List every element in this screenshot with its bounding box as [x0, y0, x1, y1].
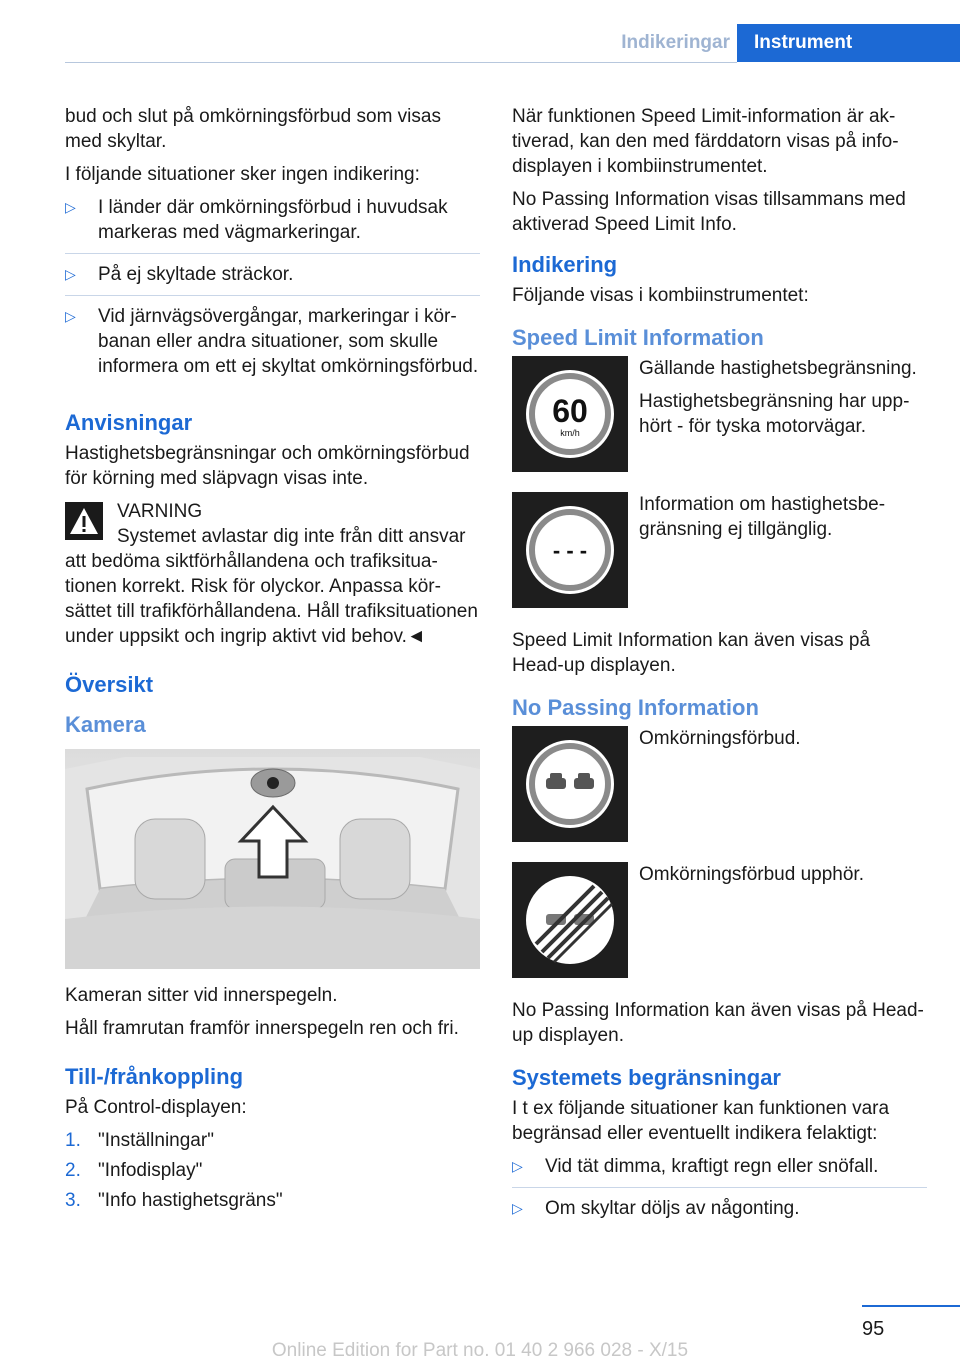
no-passing-description: Omkörningsförbud.	[639, 728, 801, 749]
control-display-text: På Control-displayen:	[65, 1097, 247, 1118]
no-passing-sign-icon	[512, 726, 628, 842]
right-column	[512, 104, 927, 1237]
sign-row-speed-limit	[512, 356, 927, 472]
anvisningar-heading: Anvisningar	[65, 410, 193, 435]
step-item: 2. "Infodisplay"	[65, 1160, 203, 1181]
no-indication-list	[65, 195, 480, 387]
list-item: ▷ Vid tät dimma, kraftigt regn eller snöfall.	[512, 1154, 927, 1188]
till-franskoppling-heading: Till-/frånkoppling	[65, 1064, 244, 1089]
oversikt-heading: Översikt	[65, 672, 154, 697]
kamera-heading: Kamera	[65, 712, 146, 737]
page-number: 95	[862, 1318, 885, 1340]
step-item: 1. "Inställningar"	[65, 1130, 214, 1151]
camera-location-text: Kameran sitter vid innerspegeln.	[65, 985, 338, 1006]
warning-text-continued: att bedöma siktförhållandena och trafiksituationen korrekt. Risk för olyckor. Anpassa körsättet till trafikförhållandena. Håll trafiksituationen under uppsikt och ingrip aktivt vid behov.◄	[65, 551, 478, 647]
intro-paragraph: bud och slut på omkörningsförbud som visas med skyltar.	[65, 106, 441, 152]
system-limits-list	[512, 1154, 927, 1229]
header-chapter-tab[interactable]: Instrument	[737, 24, 960, 62]
list-item: ▷ Om skyltar döljs av någonting.	[512, 1198, 800, 1219]
anvisningar-text: Hastighetsbegränsningar och omkörningsförbud för körning med släpvagn visas inte.	[65, 443, 470, 489]
list-item: ▷ I länder där omkörningsförbud i huvudsak markeras med vägmarkeringar.	[65, 195, 480, 254]
car-interior-illustration	[65, 749, 480, 969]
svg-text:km/h: km/h	[560, 428, 580, 438]
triangle-bullet-icon: ▷	[65, 199, 76, 215]
step-item: 3. "Info hastighetsgräns"	[65, 1190, 283, 1211]
indikering-heading: Indikering	[512, 252, 618, 277]
warning-box	[65, 499, 480, 649]
speed-limit-unavailable-sign-icon	[512, 492, 628, 608]
sign-row-no-passing-end	[512, 862, 927, 978]
list-item: ▷ På ej skyltade sträckor.	[65, 262, 480, 296]
no-passing-end-description: Omkörningsförbud upphör.	[639, 864, 864, 885]
no-passing-info-text: No Passing Information visas tillsammans med aktiverad Speed Limit Info.	[512, 189, 906, 235]
header-section: Indikeringar	[621, 32, 730, 53]
svg-text:60: 60	[552, 393, 588, 429]
list-item: ▷ Vid järnvägsövergångar, markeringar i körbanan eller andra situationer, som skulle informera om ett ej skyltat omkörningsförbud.	[65, 306, 479, 377]
page-number-rule	[862, 1305, 960, 1307]
intro-paragraph-2: I följande situationer sker ingen indikering:	[65, 164, 420, 185]
camera-location-photo	[65, 749, 480, 969]
steps-list	[65, 1128, 480, 1213]
end-no-passing-sign-icon	[512, 862, 628, 978]
triangle-bullet-icon: ▷	[512, 1200, 523, 1216]
footer-edition-text: Online Edition for Part no. 01 40 2 966 028 - X/15	[271, 1340, 689, 1361]
warning-triangle-icon	[65, 502, 103, 540]
svg-text:- - -: - - -	[552, 538, 588, 563]
triangle-bullet-icon: ▷	[65, 308, 76, 324]
triangle-bullet-icon: ▷	[65, 266, 76, 282]
triangle-bullet-icon: ▷	[512, 1158, 523, 1174]
indikering-text: Följande visas i kombiinstrumentet:	[512, 285, 809, 306]
warning-text: Systemet avlastar dig inte från ditt ansvar	[117, 526, 466, 547]
speed-limit-information-heading: Speed Limit Information	[512, 325, 764, 350]
speed-limit-description: Gällande hastighetsbegränsning. Hastighetsbegränsning har upphört - för tyska motorvägar.	[639, 358, 917, 437]
no-info-description: Information om hastighetsbegränsning ej tillgänglig.	[639, 494, 886, 540]
warning-title: VARNING	[117, 501, 203, 522]
system-limits-text: I t ex följande situationer kan funktionen vara begränsad eller eventuellt indikera felaktigt:	[512, 1098, 890, 1144]
no-passing-hud-text: No Passing Information kan även visas på Head-up displayen.	[512, 1000, 924, 1046]
header-rule	[65, 62, 737, 63]
speed-limit-60-sign-icon	[512, 356, 628, 472]
sign-row-no-passing	[512, 726, 927, 842]
speed-limit-hud-text: Speed Limit Information kan även visas på Head-up displayen.	[512, 630, 871, 676]
camera-clean-text: Håll framrutan framför innerspegeln ren och fri.	[65, 1018, 459, 1039]
sign-row-no-info	[512, 492, 927, 608]
left-column	[65, 104, 480, 1218]
speed-limit-info-text: När funktionen Speed Limit-information är aktiverad, kan den med färddatorn visas på infodisplayen i kombiinstrumentet.	[512, 106, 899, 177]
system-limits-heading: Systemets begränsningar	[512, 1065, 781, 1090]
no-passing-information-heading: No Passing Information	[512, 695, 759, 720]
